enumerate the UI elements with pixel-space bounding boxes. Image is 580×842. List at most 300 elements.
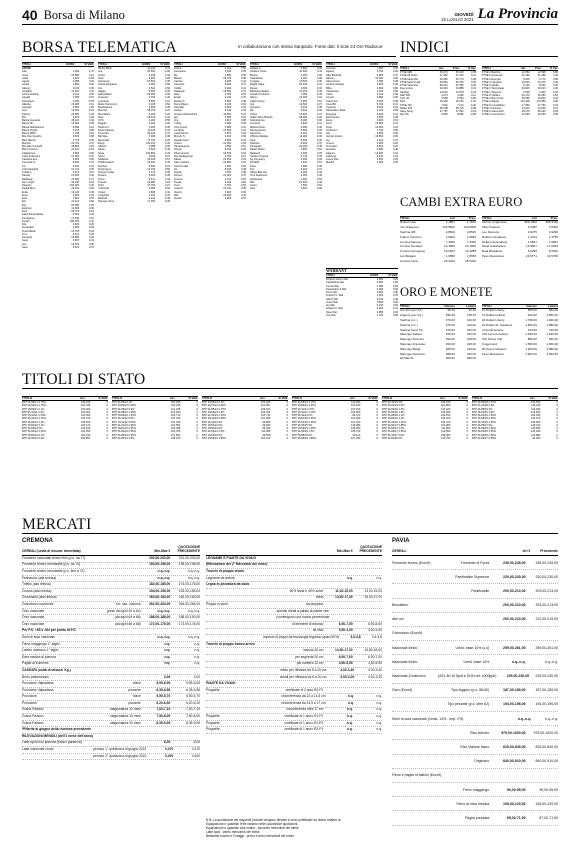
borsa-value: 0,00 bbox=[88, 151, 95, 155]
indice-value: 0,45 bbox=[470, 71, 476, 75]
indice-name: Dow Jones bbox=[400, 87, 413, 91]
oro-cell: 100 Corone Austria bbox=[482, 332, 508, 337]
note-line: Bestiame bovino e Foraggi - primo e terzo mercoledì del mese bbox=[206, 834, 295, 838]
indici-title: INDICI bbox=[400, 39, 450, 56]
borsa-value: 2,080 bbox=[376, 80, 384, 84]
cambio-cell: Dollaro Australiano bbox=[482, 239, 508, 244]
cremona-cell: Provolone Valpadana bbox=[22, 687, 54, 692]
cambio-header-cell: TITOLI bbox=[482, 215, 492, 220]
cremona-cell: n.q.-n.q. bbox=[157, 608, 171, 613]
borsa-value: 10,000 bbox=[375, 76, 384, 80]
btp-name: BTP 01/04/22 1,35% bbox=[22, 430, 46, 434]
cremona-cell: 200,00-203,00 bbox=[149, 555, 171, 560]
borsa-value: 0,00 bbox=[88, 86, 95, 90]
indice-value: 0,39 bbox=[552, 113, 558, 117]
indice-value: 0,86 bbox=[552, 77, 558, 81]
indice-header-cell: % Var. bbox=[549, 65, 558, 70]
oro-cell: 376,00 bbox=[445, 327, 455, 332]
borsa-value: 0,64 bbox=[240, 164, 247, 168]
borsa-value: 0,00 bbox=[88, 187, 95, 191]
legname-cell: 4,50-5,50 bbox=[338, 661, 353, 666]
pavia-cell: 203,00-213,00 bbox=[535, 588, 559, 593]
pavia-header-cell: CEREALI bbox=[392, 549, 407, 554]
btp-value: 109,630 bbox=[440, 414, 451, 418]
borsa-value: 1,590 bbox=[72, 83, 80, 87]
btp-value: 108,340 bbox=[440, 401, 451, 405]
btp-name: BTP 01/08/27 2,05% bbox=[382, 430, 406, 434]
btp-name: BTP 01/08/22 0,9% bbox=[112, 407, 135, 411]
borsa-value: 0,37 bbox=[88, 171, 95, 175]
borsa-value: 0,520 bbox=[300, 187, 308, 191]
borsa-name: Unieuro bbox=[174, 187, 184, 191]
borsa-value: 0,870 bbox=[224, 132, 232, 136]
borsa-value: 16,885 bbox=[71, 236, 80, 240]
cremona-cell: 160,00-163,00 bbox=[178, 595, 201, 600]
cambio-cell: 1,5847 bbox=[527, 239, 537, 244]
borsa-value: 3,660 bbox=[72, 151, 80, 155]
cremona-row bbox=[22, 582, 200, 589]
cremona-cell: 7,50-8,00 bbox=[186, 714, 201, 719]
borsa-value: 3,060 bbox=[376, 83, 384, 87]
legname-cell: per segheria 20 cm bbox=[295, 654, 324, 659]
borsa-value: 3,860 bbox=[376, 132, 384, 136]
btp-header-cell: TITOLO bbox=[112, 395, 123, 400]
borsa-value: 0,82 bbox=[88, 200, 95, 204]
legname-cell: n.q. bbox=[376, 720, 382, 725]
cremona-cell: Frumento tenero mercantile (p.s. da 74) bbox=[22, 562, 81, 567]
legname-cell: Pioppelle bbox=[206, 714, 220, 719]
borsa-value: 0,39 bbox=[316, 76, 323, 80]
borsa-value: 0,494 bbox=[72, 164, 80, 168]
cremona-cell: n.q.-n.q. bbox=[187, 634, 201, 639]
weekday: GIOVEDÌ bbox=[454, 12, 474, 17]
warrant-name: Ieg War bbox=[326, 304, 335, 308]
indice-value: 28.608 bbox=[439, 106, 448, 110]
legname-cell: faina bbox=[316, 595, 324, 600]
btp-name: BTP 15/04/24 0% bbox=[202, 433, 223, 437]
btp-value: 138,480 bbox=[440, 433, 451, 437]
cremona-cell: 3,00 bbox=[193, 674, 201, 679]
oro-cell: 20 Dollari St. Gaudens bbox=[482, 322, 513, 327]
borsa-value: 22,900 bbox=[71, 174, 80, 178]
pavia-row bbox=[392, 755, 558, 769]
btp-value: 0 bbox=[376, 414, 378, 418]
borsa-value: 0,29 bbox=[164, 76, 171, 80]
borsa-name: Banca Mediolanum bbox=[22, 125, 45, 129]
borsa-value: 0,980 bbox=[224, 125, 232, 129]
borsa-value: 3,640 bbox=[224, 70, 232, 74]
btp-name: BTP 15/11/24 1,45% bbox=[292, 410, 316, 414]
btp-value: 0 bbox=[376, 427, 378, 431]
borsa-value: 0,00 bbox=[316, 158, 323, 162]
btp-value: 96,280 bbox=[532, 436, 541, 440]
cambio-cell: Leu Romeno bbox=[482, 229, 500, 234]
btp-value: 105,730 bbox=[260, 414, 271, 418]
cremona-cell: n.q.-n.q. bbox=[187, 575, 201, 580]
borsa-value: 66,720 bbox=[71, 210, 80, 214]
borsa-header-cell: EURO bbox=[142, 61, 151, 66]
borsa-value: 0,52 bbox=[88, 93, 95, 97]
legname-row bbox=[206, 727, 382, 734]
borsa-value: 0,41 bbox=[240, 125, 247, 129]
borsa-name: Elica bbox=[174, 93, 180, 97]
borsa-value: 7,050 bbox=[300, 93, 308, 97]
pavia-header-cell: Ieri € bbox=[522, 549, 531, 554]
indice-value: 6.772 bbox=[539, 77, 546, 81]
btp-name: BTP 01/08/26 2,1% bbox=[382, 414, 405, 418]
btp-value: 105,210 bbox=[260, 436, 271, 440]
borsa-value: 42,600 bbox=[223, 112, 232, 116]
indice-value: 29.864 bbox=[439, 80, 448, 84]
borsa-value: 0,00 bbox=[316, 109, 323, 113]
borsa-value: 0,34 bbox=[240, 106, 247, 110]
page-header bbox=[22, 6, 558, 22]
oro-row bbox=[482, 352, 558, 357]
borsa-value: 0,51 bbox=[240, 115, 247, 119]
borsa-value: 0,41 bbox=[164, 115, 171, 119]
borsa-name: Vianini bbox=[174, 190, 182, 194]
borsa-value: 0,35 bbox=[240, 187, 247, 191]
borsa-name: Generali bbox=[22, 236, 32, 240]
indice-name: FTSE It Telecom bbox=[482, 90, 502, 94]
legname-cell: 6,50-7,50 bbox=[338, 621, 353, 626]
borsa-value: 0,34 bbox=[88, 89, 95, 93]
borsa-column bbox=[98, 62, 170, 204]
cremona-cell: Grana Padano bbox=[22, 707, 44, 712]
pavia-cell: Tipo pesante (p.s. oltre 62) bbox=[447, 702, 490, 707]
legname-header-cell: Min-Max € bbox=[336, 549, 353, 554]
btp-row bbox=[472, 437, 558, 440]
cambio-cell: 17,0040 bbox=[547, 244, 558, 249]
oro-cell: 416,00 bbox=[466, 327, 476, 332]
borsa-name: Datalogic bbox=[174, 89, 185, 93]
btp-value: 0 bbox=[286, 420, 288, 424]
borsa-value: 5,030 bbox=[148, 135, 156, 139]
indice-value: 7.091 bbox=[441, 103, 448, 107]
btp-value: 0 bbox=[106, 427, 108, 431]
borsa-value: 0,48 bbox=[392, 80, 399, 84]
pavia-cell: Fieno maggengo bbox=[462, 787, 490, 792]
cremona-cell: n.q.-n.q. bbox=[157, 575, 171, 580]
borsa-value: 0,42 bbox=[240, 193, 247, 197]
indice-value: 2.920 bbox=[539, 90, 546, 94]
legname-cell: n.q. bbox=[347, 700, 354, 705]
btp-value: 101,100 bbox=[350, 420, 361, 424]
borsa-value: 5,200 bbox=[300, 76, 308, 80]
borsa-name: Biesse bbox=[174, 76, 182, 80]
btp-header-cell: % VAR. bbox=[368, 395, 378, 400]
borsa-name: Cellularline bbox=[250, 76, 263, 80]
cambio-cell: 358,4700 bbox=[545, 220, 558, 225]
borsa-value: 26,700 bbox=[223, 76, 232, 80]
borsa-value: 4,214 bbox=[224, 67, 232, 71]
borsa-value: 0,23 bbox=[88, 203, 95, 207]
borsa-row bbox=[174, 197, 246, 200]
indice-value: 36.470 bbox=[521, 93, 530, 97]
btp-header-cell: Ieri bbox=[260, 395, 265, 400]
btp-row bbox=[22, 437, 108, 440]
titoli-title: TITOLI DI STATO bbox=[22, 371, 146, 388]
pavia-cell: 194,00-196,00 bbox=[535, 702, 559, 707]
borsa-value: 0,41 bbox=[88, 164, 95, 168]
indice-value: 0,53 bbox=[552, 110, 558, 114]
borsa-value: 0,00 bbox=[240, 180, 247, 184]
borsa-name: Intred bbox=[250, 112, 257, 116]
btp-value: 0 bbox=[196, 420, 198, 424]
pavia-cell: 90,00-95,00 bbox=[506, 787, 526, 792]
indice-name: FTSE It Beni Cons. bbox=[482, 97, 505, 101]
borsa-value: 0,30 bbox=[164, 145, 171, 149]
indice-header-cell: Ieri bbox=[439, 65, 444, 70]
borsa-name: Fnm bbox=[22, 232, 28, 236]
btp-value: 0 bbox=[286, 401, 288, 405]
borsa-name: Wiit bbox=[174, 193, 179, 197]
borsa-value: 0,43 bbox=[164, 151, 171, 155]
borsa-value: 9,140 bbox=[224, 109, 232, 113]
borsa-name: Pirelli & C bbox=[98, 125, 110, 129]
pavia-cell: 67,00-71,00 bbox=[539, 815, 559, 820]
borsa-value: 1,640 bbox=[300, 161, 308, 165]
borsa-value: 41,620 bbox=[71, 89, 80, 93]
borsa-name: Officina Stellare bbox=[250, 135, 269, 139]
btp-header-cell: % VAR. bbox=[98, 395, 108, 400]
borsa-value: 1,660 bbox=[376, 86, 384, 90]
borsa-value: 0,00 bbox=[240, 73, 247, 77]
pavia-cell: Tipo leggero (p.s. 58-60) bbox=[451, 688, 490, 693]
indice-value: 0,68 bbox=[552, 71, 558, 75]
borsa-value: 3,100 bbox=[300, 132, 308, 136]
legname-cell: imposto di pioppi da tecnologia legnosa (quasi 50%) bbox=[263, 634, 340, 639]
borsa-value: 0,57 bbox=[88, 216, 95, 220]
borsa-name: Fincantieri bbox=[22, 226, 34, 230]
borsa-name: Rcs Mediagroup bbox=[174, 154, 193, 158]
borsa-value: 8,490 bbox=[224, 83, 232, 87]
borsa-row bbox=[326, 161, 398, 164]
cremona-cell: 6,35-6,55 bbox=[156, 687, 171, 692]
btp-name: BTP 01/08/30 0,95% bbox=[472, 417, 496, 421]
borsa-name: Banca Generali bbox=[22, 119, 40, 123]
borsa-value: 5,400 bbox=[300, 167, 308, 171]
cambio-cell: 10,2963 bbox=[444, 249, 455, 254]
oro-cell: 1.820,00 bbox=[525, 322, 537, 327]
btp-name: BTP 01/02/28 2% bbox=[382, 436, 403, 440]
btp-value: 104,830 bbox=[350, 410, 361, 414]
btp-header-cell: TITOLO bbox=[292, 395, 303, 400]
cremona-row bbox=[22, 681, 200, 688]
warrant-value: 2,800 bbox=[376, 278, 384, 282]
borsa-value: 0,54 bbox=[164, 102, 171, 106]
pavia-cell: 200,00-210,00 bbox=[503, 603, 526, 608]
borsa-header-cell: EURO bbox=[66, 61, 75, 66]
borsa-value: 14,765 bbox=[71, 229, 80, 233]
cremona-row bbox=[22, 754, 200, 761]
btp-name: BTP 15/09/22 1,25% bbox=[112, 414, 136, 418]
indice-header-cell: Ieri bbox=[521, 65, 526, 70]
section-title: Borsa di Milano bbox=[43, 8, 125, 22]
borsa-value: 5,600 bbox=[300, 138, 308, 142]
warrant-value: 4,100 bbox=[376, 297, 384, 301]
btp-name: BTP 01/12/30 1,65% bbox=[472, 420, 496, 424]
pavia-cell: 200,00-210,00 bbox=[503, 588, 526, 593]
cremona-cell: 0,370 bbox=[191, 747, 200, 752]
btp-value: 0 bbox=[106, 414, 108, 418]
btp-value: 0 bbox=[196, 410, 198, 414]
borsa-value: 1,402 bbox=[72, 76, 80, 80]
cremona-cell: Paglia di frumento bbox=[22, 661, 49, 666]
cremona-cell: stagionatura 20 mesi bbox=[110, 720, 141, 725]
btp-name: BTP 01/03/37 0,95% bbox=[472, 436, 496, 440]
pavia-cell: Nazionale Ibrido bbox=[392, 659, 418, 664]
borsa-value: 1,450 bbox=[224, 171, 232, 175]
borsa-name: Sesa bbox=[98, 151, 104, 155]
borsa-name: Tinexta bbox=[98, 180, 107, 184]
indice-name: FTSE It Automobili bbox=[482, 110, 504, 114]
legname-cell: 6,00-7,00 bbox=[338, 654, 353, 659]
borsa-name: Zucchi bbox=[174, 197, 182, 201]
borsa-name: Cir bbox=[22, 164, 26, 168]
pavia-row bbox=[392, 570, 558, 584]
borsa-name: Enel bbox=[22, 197, 28, 201]
borsa-name: STMicroelectr. bbox=[98, 161, 115, 165]
btp-name: BTP 01/06/27 2,2% bbox=[382, 427, 405, 431]
oro-cell: 1.940,00 bbox=[546, 317, 558, 322]
cambio-row bbox=[482, 254, 558, 259]
borsa-name: Neosperience bbox=[250, 128, 267, 132]
cambio-cell: 10,1858 bbox=[444, 244, 455, 249]
borsa-value: 0,29 bbox=[316, 151, 323, 155]
borsa-column bbox=[174, 62, 246, 200]
borsa-value: 0,32 bbox=[316, 171, 323, 175]
pavia-cell: Panificabile bbox=[471, 588, 490, 593]
borsa-value: 3,840 bbox=[376, 145, 384, 149]
legname-cell: (contengono una buona percentuale bbox=[276, 615, 330, 620]
btp-value: 0 bbox=[196, 436, 198, 440]
btp-name: BTP 15/02/24 0% bbox=[202, 427, 223, 431]
indice-name: FTSE Italia Mid bbox=[400, 77, 418, 81]
btp-value: 0 bbox=[466, 401, 468, 405]
btp-value: 0 bbox=[106, 430, 108, 434]
pavia-cell: 225,00-230,00 bbox=[535, 674, 558, 678]
borsa-value: 0,37 bbox=[164, 154, 171, 158]
btp-name: BTP 01/09/25 1,85% bbox=[292, 436, 316, 440]
borsa-name: Italmobiliare bbox=[98, 93, 112, 97]
borsa-value: 7,680 bbox=[300, 164, 308, 168]
indice-value: 0,34 bbox=[552, 103, 558, 107]
btp-value: 0 bbox=[106, 407, 108, 411]
btp-row bbox=[292, 437, 378, 440]
borsa-value: 0,49 bbox=[164, 174, 171, 178]
borsa-value: 0,26 bbox=[88, 115, 95, 119]
borsa-value: 2,050 bbox=[300, 174, 308, 178]
btp-value: 101,930 bbox=[170, 410, 181, 414]
borsa-name: Franchi Umberto bbox=[250, 93, 270, 97]
borsa-value: 0,68 bbox=[88, 135, 95, 139]
borsa-value: 16,196 bbox=[147, 158, 156, 162]
borsa-value: 4,214 bbox=[72, 93, 80, 97]
borsa-value: 2,490 bbox=[224, 80, 232, 84]
cremona-row bbox=[22, 609, 200, 616]
pavia-cell: 840,00-910,00 bbox=[503, 759, 526, 764]
btp-value: 99,780 bbox=[262, 427, 271, 431]
btp-value: 0 bbox=[376, 420, 378, 424]
cambio-cell: 1,4763 bbox=[527, 234, 537, 239]
borsa-value: 3,480 bbox=[300, 151, 308, 155]
issue-date bbox=[441, 12, 474, 22]
btp-value: 107,940 bbox=[350, 407, 361, 411]
btp-value: 100,616 bbox=[80, 433, 91, 437]
oro-cell: 960,00 bbox=[548, 308, 558, 313]
borsa-name: Sit bbox=[174, 167, 178, 171]
borsa-value: 7,000 bbox=[72, 96, 80, 100]
legname-cell: 3,5-3,8 bbox=[371, 634, 382, 639]
borsa-value: 0,41 bbox=[164, 128, 171, 132]
borsa-value: 0,00 bbox=[316, 73, 323, 77]
btp-header-cell: Ieri bbox=[530, 395, 535, 400]
borsa-name: Italian Wine Brands bbox=[250, 115, 273, 119]
borsa-name: Enav bbox=[22, 193, 28, 197]
pavia-cell: n.q.-n.q. bbox=[512, 659, 526, 664]
btp-name: BTP 15/08/25 0% bbox=[292, 433, 313, 437]
note-line: Latte spot - primo mercoledì del mese bbox=[206, 830, 260, 834]
pavia-cell: Fieno di erba medica bbox=[456, 801, 490, 806]
borsa-value: 5,350 bbox=[224, 99, 232, 103]
legname-cell: da rifilo bbox=[312, 628, 324, 633]
indice-value: 27.652 bbox=[439, 74, 448, 78]
borsa-name: UniCredit bbox=[98, 187, 109, 191]
pavia-cell: 225,00-230,00 bbox=[506, 674, 530, 678]
borsa-value: 12,800 bbox=[375, 122, 384, 126]
borsa-value: 10,00 bbox=[72, 86, 80, 90]
oro-cell: Oro fino (per Gr.) bbox=[400, 308, 423, 313]
indice-value: 6.554 bbox=[457, 97, 464, 101]
borsa-value: 10,300 bbox=[223, 141, 232, 145]
borsa-value: 10,122 bbox=[71, 200, 80, 204]
borsa-value: 0,47 bbox=[164, 132, 171, 136]
cremona-cell: periodo 1° quindicina di giugno 2021 bbox=[93, 747, 147, 752]
btp-name: BTP 15/05/25 1,45% bbox=[292, 427, 316, 431]
borsa-name: Avio bbox=[22, 109, 27, 113]
btp-value: 120,420 bbox=[440, 407, 451, 411]
borsa-name: Recordati bbox=[98, 138, 110, 142]
btp-name: BTP 01/03/35 3,35% bbox=[472, 430, 496, 434]
borsa-value: 0,00 bbox=[392, 89, 399, 93]
btp-name: BTP 01/02/25 0,35% bbox=[292, 420, 316, 424]
borsa-value: 0,35 bbox=[164, 80, 171, 84]
borsa-name: Tenaris bbox=[98, 174, 107, 178]
legname-cell: Pioppo in piedi bbox=[206, 601, 228, 606]
borsa-value: 0,56 bbox=[164, 167, 171, 171]
borsa-value: 3,100 bbox=[224, 102, 232, 106]
cremona-cell: 5,50-5,70 bbox=[156, 694, 171, 699]
borsa-value: 0,43 bbox=[88, 193, 95, 197]
btp-value: 0 bbox=[556, 433, 558, 437]
borsa-value: 0,37 bbox=[316, 112, 323, 116]
borsa-value: 0,45 bbox=[316, 106, 323, 110]
cambio-cell: Franco Svizzero bbox=[400, 234, 422, 239]
borsa-value: 47,730 bbox=[147, 138, 156, 142]
borsa-name: Macchi bbox=[326, 161, 335, 165]
borsa-value: 0,56 bbox=[164, 86, 171, 90]
cremona-cell: Provolone Valpadana bbox=[22, 681, 54, 686]
warrant-header-cell: TITOLI bbox=[326, 272, 335, 277]
legname-cell: n.q. bbox=[376, 694, 382, 699]
borsa-value: 1,990 bbox=[224, 145, 232, 149]
indice-value: 4.369 bbox=[457, 93, 464, 97]
legname-row bbox=[206, 596, 382, 603]
borsa-name: Eurotech bbox=[174, 99, 185, 103]
btp-value: 0 bbox=[376, 417, 378, 421]
cambi-table-right bbox=[482, 216, 558, 259]
